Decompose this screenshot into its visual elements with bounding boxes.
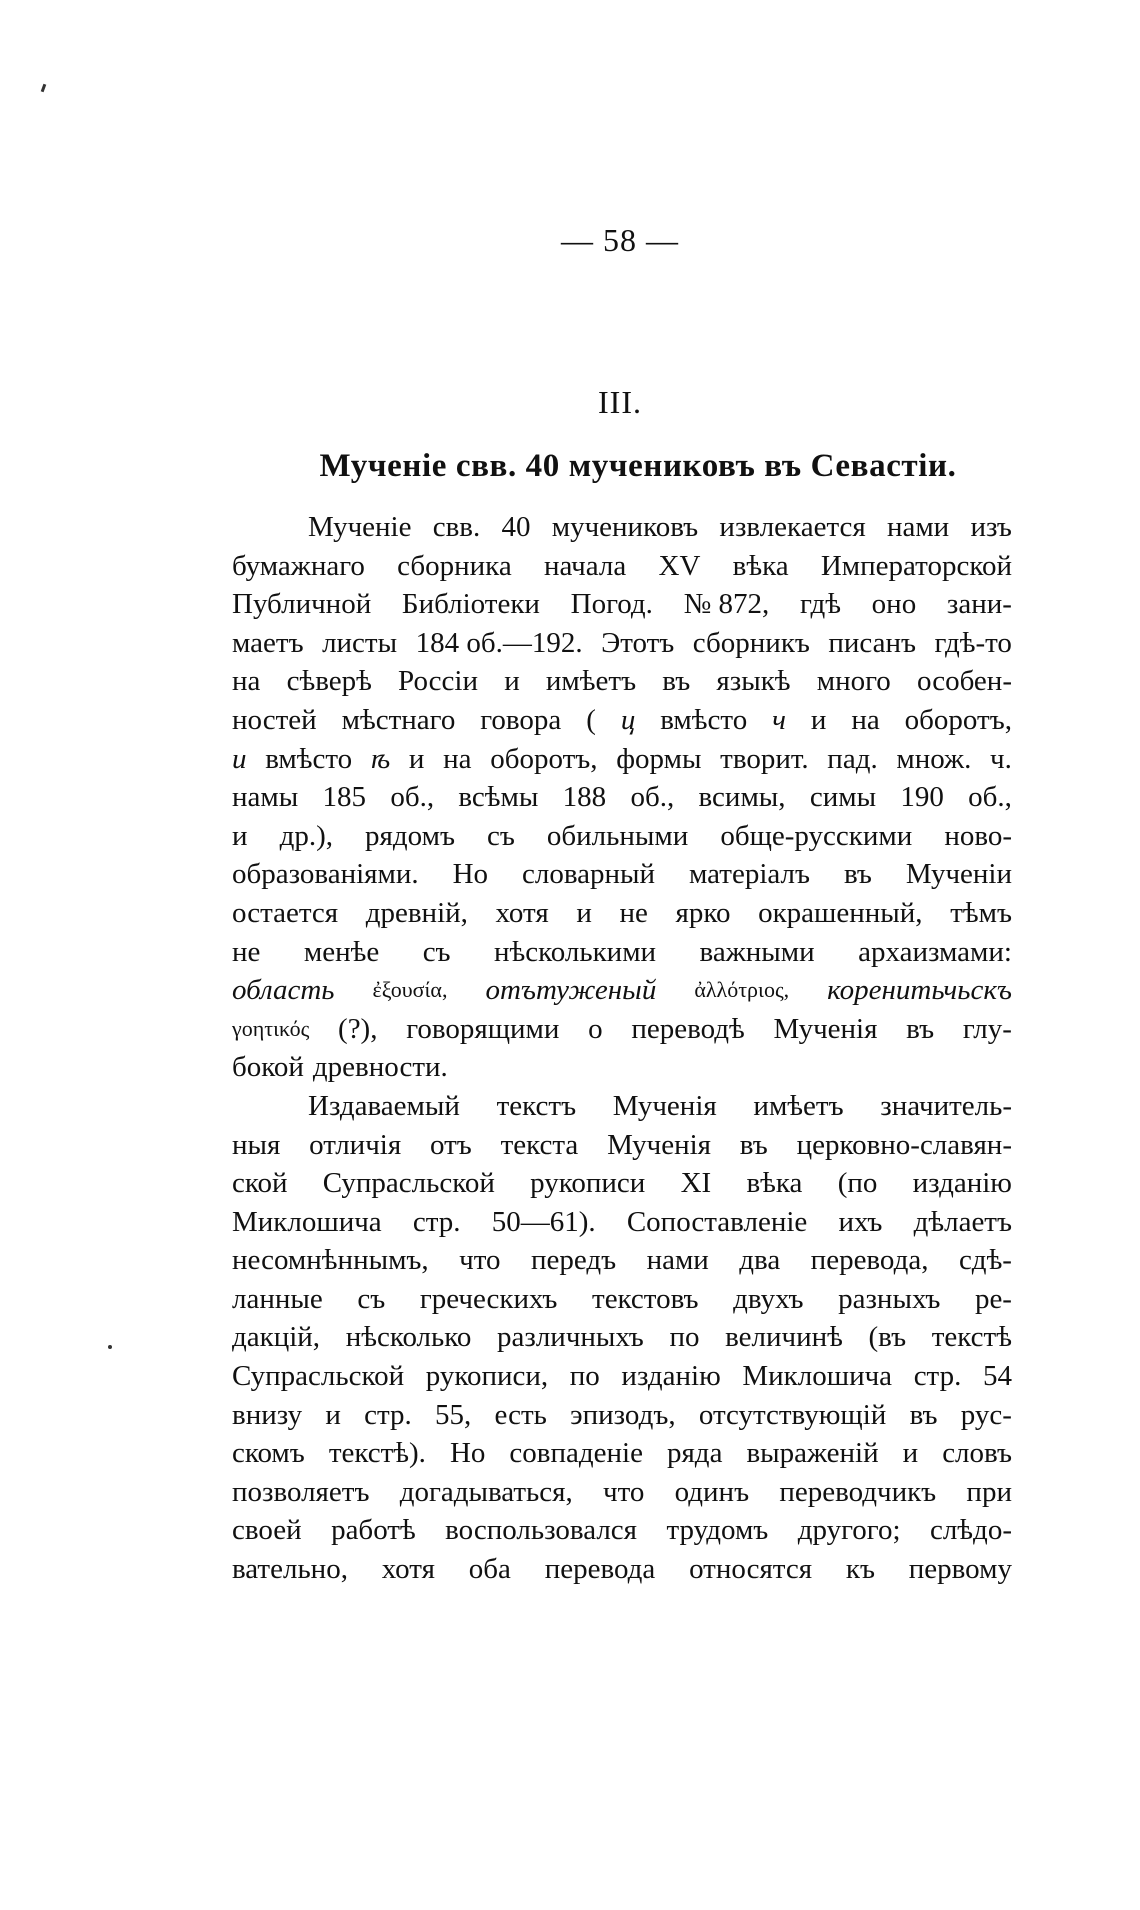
- word: совпаденіе: [509, 1437, 643, 1470]
- word: окрашенный,: [758, 896, 923, 929]
- word: своей: [232, 1514, 302, 1547]
- word: ре-: [974, 1282, 1012, 1315]
- text-line: [232, 855, 1012, 894]
- word: 50—61).: [491, 1205, 596, 1238]
- word: Мученія: [607, 1128, 711, 1161]
- word: несомнѣннымъ,: [232, 1244, 429, 1277]
- italic-word: и: [232, 742, 247, 775]
- word: сборника: [397, 549, 512, 582]
- word: отсутствующій: [698, 1398, 887, 1431]
- word: Библіотеки: [401, 588, 540, 621]
- word: съ: [357, 1282, 386, 1315]
- body-text: [232, 508, 1012, 1589]
- word: нами: [646, 1244, 709, 1277]
- word: Сопоставленіе: [626, 1205, 808, 1238]
- word: 55,: [435, 1398, 472, 1431]
- word: № 872,: [683, 588, 770, 621]
- word: (въ: [868, 1321, 907, 1354]
- word: ныя: [232, 1128, 281, 1161]
- word: бокой: [232, 1051, 304, 1084]
- word: переводѣ: [631, 1012, 745, 1045]
- word: древній,: [365, 896, 468, 929]
- word: Супрасльской: [232, 1360, 405, 1393]
- word: формы: [616, 742, 702, 775]
- section-title: Мученіе свв. 40 мучениковъ въ Севастіи.: [319, 448, 957, 484]
- word: работѣ: [331, 1514, 416, 1547]
- word: об.,: [390, 781, 435, 814]
- word: ч.: [990, 742, 1012, 775]
- italic-word: ч: [772, 703, 786, 736]
- word: бумажнаго: [232, 549, 365, 582]
- word: маетъ: [232, 626, 304, 659]
- word: глу-: [962, 1012, 1012, 1045]
- word: 54: [982, 1360, 1012, 1393]
- word: листы: [322, 626, 398, 659]
- text-line: [232, 1434, 1012, 1473]
- word: одинъ: [674, 1475, 750, 1508]
- word: рукописи: [530, 1167, 646, 1200]
- word: Но: [449, 1437, 486, 1470]
- word: творит.: [720, 742, 809, 775]
- word: XV: [658, 549, 701, 582]
- text-line: [232, 1241, 1012, 1280]
- word: нѣсколько: [345, 1321, 472, 1354]
- greek-word: ἐξουσία,: [372, 977, 448, 1003]
- text-line: [232, 740, 1012, 779]
- word: относятся: [689, 1553, 813, 1586]
- word: (?),: [338, 1012, 378, 1045]
- word: писанъ: [828, 626, 917, 659]
- text-line: [232, 1087, 1012, 1126]
- greek-word: ἀλλότριος,: [694, 977, 790, 1003]
- word: рядомъ: [365, 819, 455, 852]
- word: другого;: [797, 1514, 901, 1547]
- word: и: [902, 1437, 919, 1470]
- word: 40: [501, 511, 531, 543]
- word: не: [619, 896, 648, 929]
- word: Миклошича: [232, 1205, 382, 1238]
- scan-speck: [108, 1345, 112, 1349]
- word: ярко: [675, 896, 731, 929]
- page-number: — 58 —: [561, 222, 679, 258]
- word: словарный: [522, 858, 656, 891]
- text-line: [232, 1511, 1012, 1550]
- word: важными: [699, 935, 815, 968]
- word: перевода: [544, 1553, 656, 1586]
- italic-word: область: [232, 974, 335, 1007]
- word: всѣмы: [458, 781, 539, 814]
- word: и: [504, 665, 520, 698]
- word: вѣка: [746, 1167, 803, 1200]
- word: стр.: [913, 1360, 962, 1393]
- word: др.),: [279, 819, 333, 852]
- word: эпизодъ,: [570, 1398, 676, 1431]
- word: дакцій,: [232, 1321, 321, 1354]
- word: есть: [494, 1398, 547, 1431]
- word: словъ: [942, 1437, 1012, 1470]
- text-line: [232, 817, 1012, 856]
- word: обильными: [546, 819, 689, 852]
- word: величинѣ: [725, 1321, 843, 1354]
- word: нами: [886, 511, 950, 543]
- word: текстъ: [496, 1089, 577, 1122]
- word: вмѣсто: [660, 703, 748, 736]
- word: воспользовался: [445, 1514, 637, 1547]
- word: Мученія: [612, 1089, 717, 1122]
- word: ново-: [944, 819, 1012, 852]
- word: что: [459, 1244, 501, 1277]
- word: на: [851, 703, 880, 736]
- word: по: [569, 1360, 600, 1393]
- word: два: [739, 1244, 781, 1277]
- word: зани-: [946, 588, 1012, 621]
- word: 185: [322, 781, 367, 814]
- text-line: [232, 585, 1012, 624]
- greek-word: γοητικός: [232, 1015, 310, 1041]
- scan-speck: [41, 84, 47, 93]
- word: къ: [845, 1553, 875, 1586]
- word: Этотъ: [601, 626, 675, 659]
- italic-word: коренитьчьскъ: [827, 974, 1012, 1007]
- word: Издаваемый: [308, 1089, 460, 1122]
- word: рус-: [960, 1398, 1012, 1431]
- text-line: [232, 1550, 1012, 1589]
- word: 184 об.—192.: [415, 626, 583, 659]
- section-number: III.: [598, 384, 642, 420]
- word: ихъ: [838, 1205, 883, 1238]
- word: пад.: [827, 742, 878, 775]
- word: Мученіи: [905, 858, 1012, 891]
- word: древности.: [312, 1051, 448, 1084]
- text-line: [232, 1318, 1012, 1357]
- word: въ: [662, 665, 691, 698]
- word: трудомъ: [666, 1514, 769, 1547]
- word: скомъ: [232, 1437, 305, 1470]
- word: гдѣ: [800, 588, 841, 621]
- word: отъ: [429, 1128, 472, 1161]
- word: и: [232, 819, 248, 852]
- word: съ: [486, 819, 515, 852]
- word: (по: [837, 1167, 878, 1200]
- word: нѣсколькими: [494, 935, 657, 968]
- word: въ: [909, 1398, 938, 1431]
- word: не: [232, 935, 261, 968]
- word: оба: [468, 1553, 511, 1586]
- word: Погод.: [570, 588, 653, 621]
- word: говорящими: [406, 1012, 560, 1045]
- word: ностей: [232, 703, 317, 736]
- word: позволяетъ: [232, 1475, 370, 1508]
- word: вательно,: [232, 1553, 348, 1586]
- word: передъ: [530, 1244, 617, 1277]
- word: внизу: [232, 1398, 303, 1431]
- word: оборотъ,: [490, 742, 598, 775]
- word: (: [586, 703, 596, 736]
- word: менѣе: [303, 935, 380, 968]
- word: изданію: [912, 1167, 1012, 1200]
- word: догадываться,: [399, 1475, 573, 1508]
- word: оборотъ,: [904, 703, 1012, 736]
- word: различныхъ: [497, 1321, 644, 1354]
- word: языкѣ: [716, 665, 791, 698]
- text-line: [232, 933, 1012, 972]
- word: и: [576, 896, 592, 929]
- word: Миклошича: [742, 1360, 893, 1393]
- word: значитель-: [880, 1089, 1012, 1122]
- italic-word: ѣ: [370, 742, 391, 775]
- text-line: [232, 971, 1012, 1010]
- word: остается: [232, 896, 339, 929]
- word: Но: [452, 858, 489, 891]
- word: слѣдо-: [929, 1514, 1012, 1547]
- word: что: [602, 1475, 645, 1508]
- word: текстовъ: [592, 1282, 699, 1315]
- word: о: [588, 1012, 603, 1045]
- word: вмѣсто: [265, 742, 353, 775]
- word: говора: [480, 703, 562, 736]
- word: и: [408, 742, 425, 775]
- text-line: [232, 508, 1012, 547]
- text-line: [232, 1048, 1012, 1087]
- text-line: [232, 778, 1012, 817]
- word: намы: [232, 781, 299, 814]
- word: текстѣ: [931, 1321, 1012, 1354]
- text-line: [232, 1396, 1012, 1435]
- text-line: [232, 1203, 1012, 1242]
- word: стр.: [364, 1398, 412, 1431]
- word: и: [325, 1398, 341, 1431]
- word: хотя: [495, 896, 549, 929]
- word: хотя: [381, 1553, 435, 1586]
- word: об.,: [968, 781, 1012, 814]
- word: Супрасльской: [322, 1167, 495, 1200]
- word: Мученіе: [308, 511, 412, 543]
- word: Мученія: [773, 1012, 878, 1045]
- word: отличія: [309, 1128, 402, 1161]
- word: гдѣ-то: [934, 626, 1012, 659]
- word: сборникъ: [692, 626, 810, 659]
- word: тѣмъ: [950, 896, 1012, 929]
- word: въ: [739, 1128, 768, 1161]
- word: по: [669, 1321, 700, 1354]
- word: множ.: [896, 742, 972, 775]
- word: оно: [871, 588, 917, 621]
- word: и: [810, 703, 827, 736]
- text-line: [232, 701, 1012, 740]
- word: въ: [906, 1012, 935, 1045]
- word: при: [966, 1475, 1012, 1508]
- word: переводчикъ: [779, 1475, 937, 1508]
- word: на: [232, 665, 261, 698]
- word: на: [443, 742, 472, 775]
- word: много: [816, 665, 891, 698]
- text-line: [232, 894, 1012, 933]
- text-line: [232, 1164, 1012, 1203]
- word: об.,: [630, 781, 675, 814]
- word: Императорской: [820, 549, 1012, 582]
- word: съ: [422, 935, 451, 968]
- text-line: [232, 624, 1012, 663]
- word: вѣка: [732, 549, 789, 582]
- word: греческихъ: [419, 1282, 558, 1315]
- word: двухъ: [733, 1282, 804, 1315]
- word: разныхъ: [838, 1282, 941, 1315]
- text-line: [232, 1010, 1012, 1049]
- word: свв.: [432, 511, 481, 543]
- word: стр.: [412, 1205, 461, 1238]
- word: дѣлаетъ: [913, 1205, 1012, 1238]
- word: изъ: [970, 511, 1012, 543]
- word: рукописи,: [425, 1360, 549, 1393]
- word: въ: [843, 858, 872, 891]
- word: имѣетъ: [753, 1089, 844, 1122]
- word: текстѣ).: [328, 1437, 426, 1470]
- italic-word: отътуженый: [485, 974, 657, 1007]
- word: симы: [809, 781, 877, 814]
- word: выраженій: [746, 1437, 879, 1470]
- word: ской: [232, 1167, 288, 1200]
- italic-word: ц: [620, 703, 636, 736]
- word: матеріалъ: [689, 858, 810, 891]
- word: извлекается: [719, 511, 866, 543]
- word: особен-: [916, 665, 1012, 698]
- text-line: [232, 1357, 1012, 1396]
- word: архаизмами:: [858, 935, 1012, 968]
- text-line: [232, 547, 1012, 586]
- word: начала: [543, 549, 627, 582]
- word: ряда: [666, 1437, 723, 1470]
- word: перевода,: [810, 1244, 929, 1277]
- word: сдѣ-: [958, 1244, 1012, 1277]
- text-line: [232, 1126, 1012, 1165]
- word: мучениковъ: [551, 511, 699, 543]
- word: Россіи: [398, 665, 478, 698]
- text-line: [232, 1473, 1012, 1512]
- word: сѣверѣ: [286, 665, 372, 698]
- word: всимы,: [698, 781, 786, 814]
- word: Публичной: [232, 588, 372, 621]
- word: образованіями.: [232, 858, 419, 891]
- word: обще-русскими: [720, 819, 913, 852]
- word: текста: [500, 1128, 579, 1161]
- word: имѣетъ: [545, 665, 637, 698]
- text-line: [232, 1280, 1012, 1319]
- word: мѣстнаго: [341, 703, 456, 736]
- word: изданію: [621, 1360, 721, 1393]
- word: 190: [900, 781, 944, 814]
- word: ланные: [232, 1282, 323, 1315]
- word: 188: [562, 781, 607, 814]
- word: первому: [908, 1553, 1012, 1586]
- word: церковно-славян-: [796, 1128, 1012, 1161]
- text-line: [232, 662, 1012, 701]
- word: XI: [680, 1167, 712, 1200]
